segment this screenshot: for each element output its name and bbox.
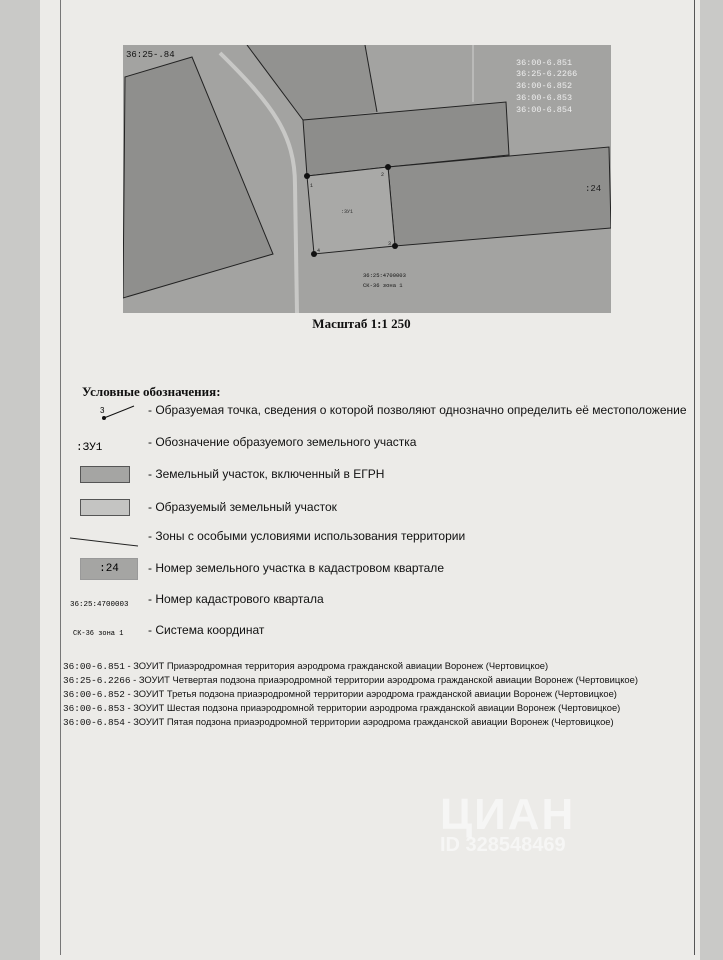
point-symbol-icon (70, 398, 142, 424)
legend-text: - Обозначение образуемого земельного участка (148, 435, 417, 449)
point-label-3: 3 (388, 241, 392, 247)
coord-system-label: СК-36 зона 1 (363, 282, 403, 289)
legend-text: - Образуемая точка, сведения о которой позволяют однозначно определить её местоположение (148, 403, 687, 417)
zone-label: 36:00-6.854 (516, 105, 573, 115)
zone-row: 36:00-6.853 - ЗОУИТ Шестая подзона приаэродромной территории аэродрома гражданской авиации Воронеж (Чертовицкое) (63, 702, 621, 714)
legend-title: Условные обозначения: (82, 384, 221, 399)
zone-line-icon (70, 524, 142, 550)
corner-label: 36:25-.84 (126, 50, 175, 60)
quarter-symbol: 36:25:4700003 (70, 601, 129, 609)
cadastral-map (123, 45, 611, 313)
parcel-label-symbol: :ЗУ1 (76, 442, 103, 454)
zone-label: 36:25-6.2266 (516, 69, 578, 79)
zone-list (63, 659, 638, 729)
egrn-parcel-swatch-icon (70, 462, 142, 488)
legend-text: - Земельный участок, включенный в ЕГРН (148, 467, 385, 481)
legend-item-parcel-number (70, 556, 670, 582)
watermark (440, 790, 575, 857)
point-2 (385, 164, 391, 170)
zone-row: 36:00-6.854 - ЗОУИТ Пятая подзона приаэродромной территории аэродрома гражданской авиации Воронеж (Чертовицкое) (63, 716, 614, 728)
parcel-number: :24 (585, 184, 602, 194)
zone-row: 36:00-6.852 - ЗОУИТ Третья подзона приаэродромной территории аэродрома гражданской авиации Воронеж (Чертовицкое) (63, 688, 617, 700)
legend-text: - Номер земельного участка в кадастровом квартале (148, 561, 444, 575)
legend-item-quarter (70, 587, 670, 613)
legend-text: - Зоны с особыми условиями использования территории (148, 529, 466, 543)
new-parcel-label: :ЗУ1 (341, 209, 354, 215)
zone-label: 36:00-6.853 (516, 93, 573, 103)
quarter-label: 36:25:4700003 (363, 272, 406, 279)
legend-item-point (70, 398, 687, 424)
new-parcel-swatch-icon (70, 495, 142, 521)
legend-item-new-parcel-label (70, 430, 670, 456)
legend-item-egrn-parcel (70, 462, 670, 488)
zone-label: 36:00-6.852 (516, 81, 573, 91)
legend-item-zones (70, 524, 670, 550)
watermark-id: ID 328548469 (440, 834, 566, 856)
point-label-1: 1 (310, 183, 314, 189)
point-label-4: 4 (317, 248, 321, 254)
zone-row: 36:00-6.851 - ЗОУИТ Приаэродромная территория аэродрома гражданской авиации Воронеж (Чертовицкое) (63, 660, 549, 672)
parcel-number-symbol: :24 (70, 556, 142, 582)
zone-label: 36:00-6.851 (516, 58, 573, 68)
point-1 (304, 173, 310, 179)
legend-item-coord-system (70, 618, 670, 644)
coord-system-symbol: СК-36 зона 1 (73, 630, 124, 638)
legend-item-new-parcel (70, 495, 670, 521)
legend-text: - Система координат (148, 623, 265, 637)
zone-row: 36:25-6.2266 - ЗОУИТ Четвертая подзона приаэродромной территории аэродрома гражданской авиации Воронеж (Чертовицкое) (63, 674, 638, 686)
point-label-2: 2 (381, 172, 385, 178)
map-scale: Масштаб 1:1 250 (312, 316, 411, 331)
point-3 (392, 243, 398, 249)
svg-text:3: 3 (100, 406, 105, 415)
watermark-brand: ЦИАН (440, 790, 576, 839)
legend-text: - Образуемый земельный участок (148, 500, 337, 514)
legend-text: - Номер кадастрового квартала (148, 592, 324, 606)
